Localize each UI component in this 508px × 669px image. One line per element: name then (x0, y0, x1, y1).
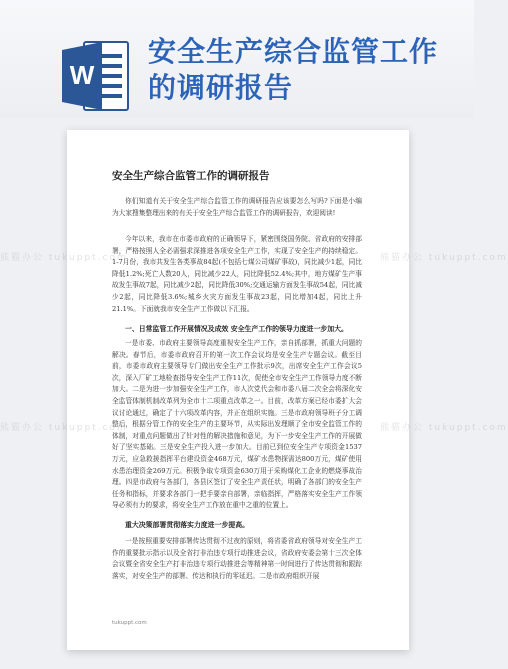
intro-paragraph: 你们知道有关于安全生产综合监管工作的调研报告应该要怎么写吗?下面是小编为大家搜集整理出来的有关于安全生产综合监管工作的调研报告，欢迎阅读! (112, 197, 362, 217)
section-heading-2: 重大决策部署贯彻落实力度进一步提高。 (125, 521, 250, 529)
source-url: tukuppt.com (112, 620, 147, 626)
paragraph-overview: 今年以来，我市在市委市政府的正确领导下，紧密围绕国务院、省政府的安排部署，严格按照人全必需强求深推进各项安全生产工作，实现了安全生产的持续稳定。1-7月份，我市共发生各类事故84起(不包括七煤公司煤矿事故)，同比减少1起，同比降低1.2%;死亡人数20人，同比减少22人，同比降低52.4%;其中，地方煤矿生产事故发生事故7起，同比减少2起，同比降低30%;交通运输方面发生事故54起，同比减少2起，同比降低3.6%;城乡火灾方面发生事故23起，同比增加4起，同比上升21.1%。下面就我市安全生产工作做以下汇报。 (112, 235, 362, 313)
word-document-icon (62, 38, 130, 114)
word-icon-letter: W (69, 60, 95, 90)
paragraph-decisions: 一是按照重要安排部署传达贯彻不过夜的原则，将省委省政府领导对安全生产工作的重要批示指示以及全省打非治违专项行动推进会议，省政府安委会第十三次全体会议暨全省安全生产打非治违专项行动推进会等精神第一时间进行了传达贯彻和跟踪落实，对安全生产的部署、传达和执行的零延迟。二是市政府组织开展 (112, 537, 362, 580)
watermark: 熊猫办公 tukuppt.com (380, 253, 508, 263)
paragraph-leadership: 一是市委、市政府主要领导高度重视安全生产工作，亲自抓部署，抓重大问题的解决。春节后，市委市政府召开的第一次工作会议均是安全生产专题会议。截至目前，市委市政府主要领导专门做出安全生产工作批示9次，出席安全生产工作会议5次，深入厂矿工地检查指导安全生产工作11次，促使全市安全生产工作领导力度不断加大。二是为进一步加强安全生产工作，市人次党代会和市委八届二次全会将深化安全监管体制机制改革列为全市十二项重点改革之一。目前，改革方案已经市委扩大会议讨论通过，确定了十六项改革内容，并正在组织实施。三是市政府领导班子分工调整后，根据分管工作的安全生产的主要环节，从实际出发理顺了全市安全监管工作的体制，对重点问题做出了针对性的解决措施和意见，为下一步安全生产工作的开展做好了坚实基础。三是安全生产投入进一步加大。目前已到位安全生产专项资金1537万元，应急救援指挥平台建设资金468万元，煤矿水患物探需达800万元，煤矿使用水患治理资金269万元。积极争取专项资金630万用于采购煤化工企业的燃烧事故治理。四是市政府与各部门，各县区签订了安全生产责任状，明确了各部门的安全生产任务和指标，并要求各部门一把手要亲自部署，亲临指挥，严格落实安全生产工作领导必须有力的要求，将安全生产工作放在重中之重的位置上。 (112, 339, 362, 510)
watermark: 熊猫办公 tukuppt.com (0, 253, 128, 263)
document-title: 安全生产综合监管工作的调研报告 (112, 170, 270, 182)
header-banner (0, 0, 474, 118)
watermark: 熊猫办公 tukuppt.com (380, 423, 508, 433)
section-heading-1: 一、日常监管工作开展情况及成效 安全生产工作的领导力度进一步加大。 (125, 325, 348, 333)
page-title: 安全生产综合监管工作的调研报告 (148, 35, 439, 104)
watermark: 熊猫办公 tukuppt.com (0, 423, 128, 433)
